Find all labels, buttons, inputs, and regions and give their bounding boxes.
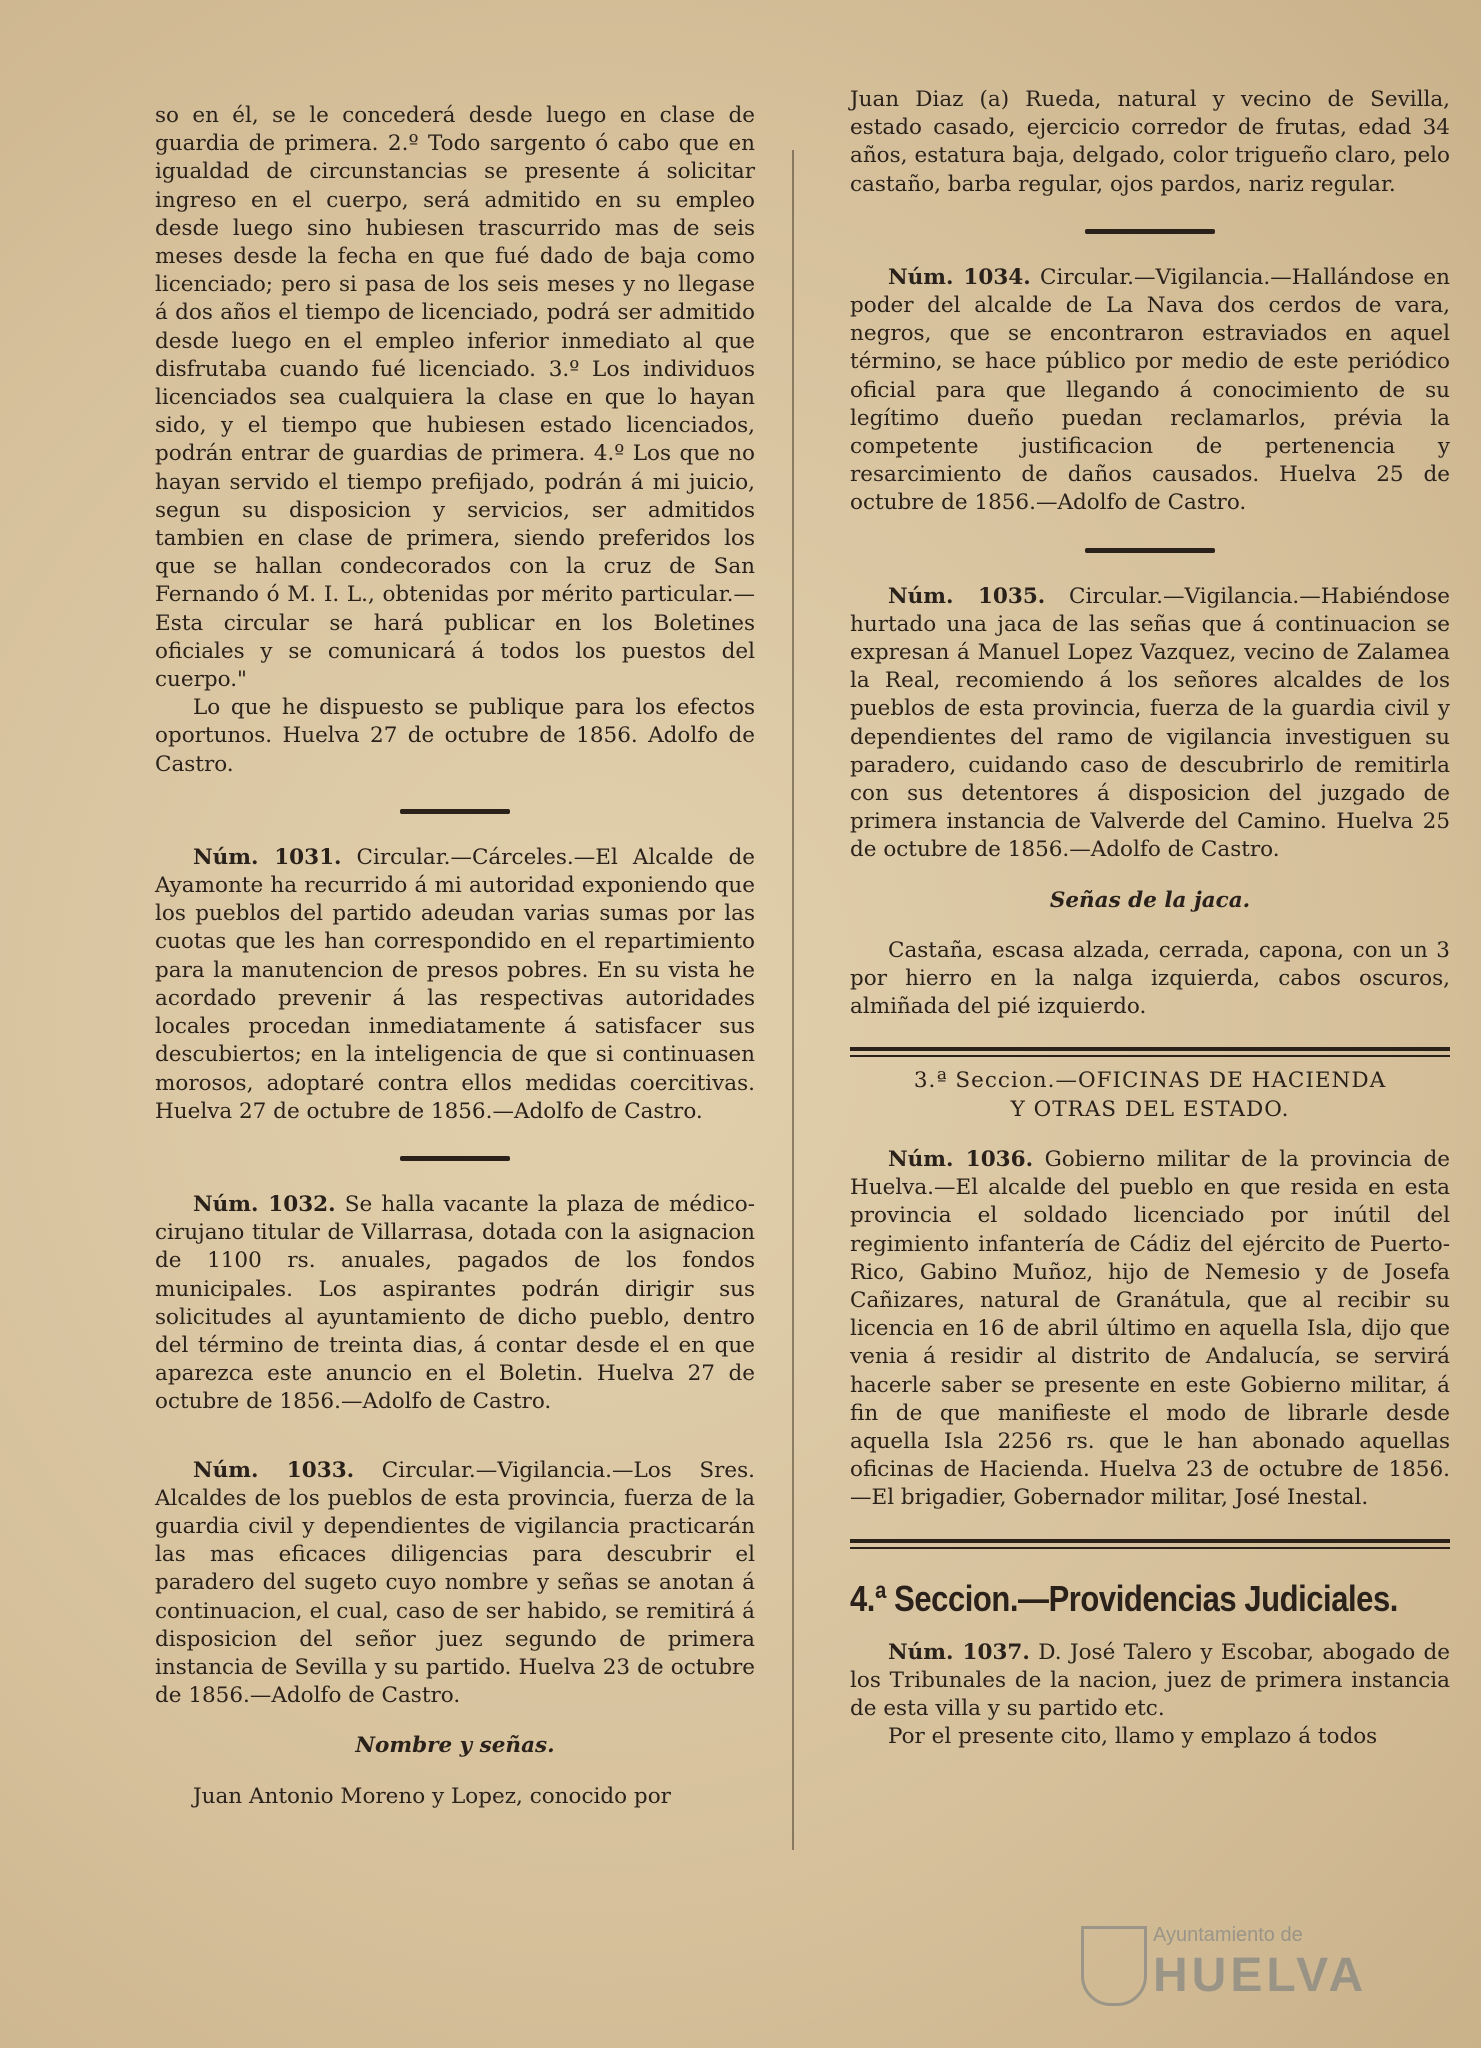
notice-number: Núm. 1032.: [193, 1191, 336, 1217]
notice-1036: [850, 1146, 1450, 1513]
separator-rule: [1085, 229, 1215, 234]
separator-rule: [1085, 548, 1215, 553]
notice-number: Núm. 1031.: [193, 844, 342, 870]
notice-number: Núm. 1034.: [888, 264, 1031, 290]
notice-number: Núm. 1036.: [888, 1146, 1034, 1172]
notice-text: Se halla vacante la plaza de médico-cirujano titular de Villarrasa, dotada con la asignacion de 1100 rs. anuales, pagados de los fondos municipales. Los aspirantes podrán dirigir sus solicitudes al ayuntamiento de dicho pueblo, dentro del término de treinta dias, á contar desde el en que aparezca este anuncio en el Boletin. Huelva 27 de octubre de 1856.—Adolfo de Castro.: [155, 1191, 755, 1415]
paragraph-description-continuation: Juan Diaz (a) Rueda, natural y vecino de Sevilla, estado casado, ejercicio corredor de frutas, edad 34 años, estatura baja, delgado, color trigueño claro, pelo castaño, barba regular, ojos pardos, nariz regular.: [850, 87, 1450, 197]
notice-1034: [850, 264, 1450, 518]
notice-description: Juan Antonio Moreno y Lopez, conocido por: [193, 1783, 671, 1809]
section-divider: [850, 1539, 1450, 1549]
notice-text: Circular.—Vigilancia.—Los Sres. Alcaldes de los pueblos de esta provincia, fuerza de la guardia civil y dependientes de vigilancia practicarán las mas eficaces diligencias para descubrir el paradero del sugeto cuyo nombre y señas se anotan á continuacion, el cual, caso de ser habido, se remitirá á disposicion del señor juez segundo de primera instancia de Sevilla y su partido. Huelva 23 de octubre de 1856.—Adolfo de Castro.: [155, 1457, 756, 1709]
notice-1037: [850, 1639, 1450, 1724]
notice-number: Núm. 1035.: [888, 583, 1046, 609]
notice-description: Castaña, escasa alzada, cerrada, capona, con un 3 por hierro en la nalga izquierda, cabos oscuros, almiñada del pié izquierdo.: [850, 937, 1450, 1020]
notice-number: Núm. 1033.: [193, 1457, 355, 1483]
notice-continuation: Por el presente cito, llamo y emplazo á todos: [888, 1724, 1378, 1750]
separator-rule: [400, 809, 510, 814]
notice-text: Gobierno militar de la provincia de Huelva.—El alcalde del pueblo en que resida en esta provincia el soldado licenciado por inútil del regimiento infantería de Cádiz del ejército de Puerto-Rico, Gabino Muñoz, hijo de Nemesio y de Josefa Cañizares, natural de Granátula, que al recibir su licencia en 16 de abril último en aquella Isla, dijo que venia á residir al distrito de Andalucía, se servirá hacerle saber se presente en este Gobierno militar, á fin de que manifieste el modo de librarle desde aquella Isla 2256 rs. que le han abonado aquellas oficinas de Hacienda. Huelva 23 de octubre de 1856.—El brigadier, Gobernador militar, José Inestal.: [850, 1146, 1450, 1511]
notice-text: Circular.—Vigilancia.—Habiéndose hurtado una jaca de las señas que á continuacion se expresan á Manuel Lopez Vazquez, vecino de Zalamea la Real, recomiendo á los señores alcaldes de los pueblos de esta provincia, fuerza de la guardia civil y dependientes del ramo de vigilancia investiguen su paradero, cuidando caso de descubrirlo de remitirla con sus detentores á disposicion del juzgado de primera instancia de Valverde del Camino. Huelva 25 de octubre de 1856.—Adolfo de Castro.: [850, 583, 1450, 863]
paragraph-circular-continuation: so en él, se le concederá desde luego en clase de guardia de primera. 2.º Todo sargento ó cabo que en igualdad de circunstancias se presente á solicitar ingreso en el cuerpo, será admitido en su empleo desde luego sino hubiesen trascurrido mas de seis meses desde la fecha en que fué dado de baja como licenciado; pero si pasa de los seis meses y no llegase á dos años el tiempo de licenciado, podrá ser admitido desde luego en el empleo inferior inmediato al que disfrutaba cuando fué licenciado. 3.º Los individuos licenciados sea cualquiera la clase en que lo hayan sido, y el tiempo que hubiesen estado licenciados, podrán entrar de guardias de primera. 4.º Los que no hayan servido el tiempo prefijado, podrán á mi juicio, segun su disposicion y servicios, ser admitidos tambien en clase de primera, siendo preferidos los que se hallan condecorados con la cruz de San Fernando ó M. I. L., obtenidas por mérito particular.—Esta circular se hará publicar en los Boletines oficiales y se comunicará á todos los puestos del cuerpo.": [155, 103, 755, 693]
section-3-subheading: Y OTRAS DEL ESTADO.: [1010, 1096, 1290, 1122]
notice-text: Circular.—Vigilancia.—Hallándose en poder del alcalde de La Nava dos cerdos de vara, negros, que se encontraron estraviados en aquel término, se hace público por medio de este periódico oficial para que llegando á conocimiento de su legítimo dueño puedan reclamarlos, prévia la competente justificacion de pertenencia y resarcimiento de daños causados. Huelva 25 de octubre de 1856.—Adolfo de Castro.: [850, 264, 1450, 516]
coat-of-arms-icon: [1081, 1926, 1147, 2006]
notice-text: D. José Talero y Escobar, abogado de los Tribunales de la nacion, juez de primera instancia de esta villa y su partido etc.: [850, 1639, 1451, 1721]
notice-subheading: Señas de la jaca.: [1049, 887, 1251, 913]
section-3-heading: 3.ª Seccion.—OFICINAS DE HACIENDA: [913, 1068, 1387, 1094]
notice-1032: [155, 1191, 755, 1417]
notice-1031: [155, 844, 755, 1126]
left-column: [155, 0, 755, 2048]
paragraph-dispuesto: Lo que he dispuesto se publique para los efectos oportunos. Huelva 27 de octubre de 1856. Adolfo de Castro.: [155, 695, 755, 777]
notice-subheading: Nombre y señas.: [355, 1733, 555, 1759]
notice-1033: [155, 1457, 755, 1711]
section-4-heading: 4.ª Seccion.—Providencias Judiciales.: [850, 1577, 1398, 1619]
separator-rule: [400, 1156, 510, 1161]
archive-watermark: [1081, 1918, 1421, 2008]
column-divider: [792, 150, 794, 1850]
watermark-line1: Ayuntamiento de: [1153, 1924, 1303, 1946]
watermark-line2: HUELVA: [1153, 1949, 1368, 2002]
notice-1035: [850, 583, 1450, 865]
notice-text: Circular.—Cárceles.—El Alcalde de Ayamonte ha recurrido á mi autoridad exponiendo que los pueblos del partido adeudan varias sumas por las cuotas que les han correspondido en el repartimiento para la manutencion de presos pobres. En su vista he acordado prevenir á las respectivas autoridades locales procedan inmediatamente á satisfacer sus descubiertos; en la inteligencia de que si continuasen morosos, adoptaré contra ellos medidas coercitivas. Huelva 27 de octubre de 1856.—Adolfo de Castro.: [155, 844, 755, 1124]
notice-number: Núm. 1037.: [888, 1639, 1030, 1665]
section-divider: [850, 1047, 1450, 1057]
right-column: [850, 0, 1450, 2048]
